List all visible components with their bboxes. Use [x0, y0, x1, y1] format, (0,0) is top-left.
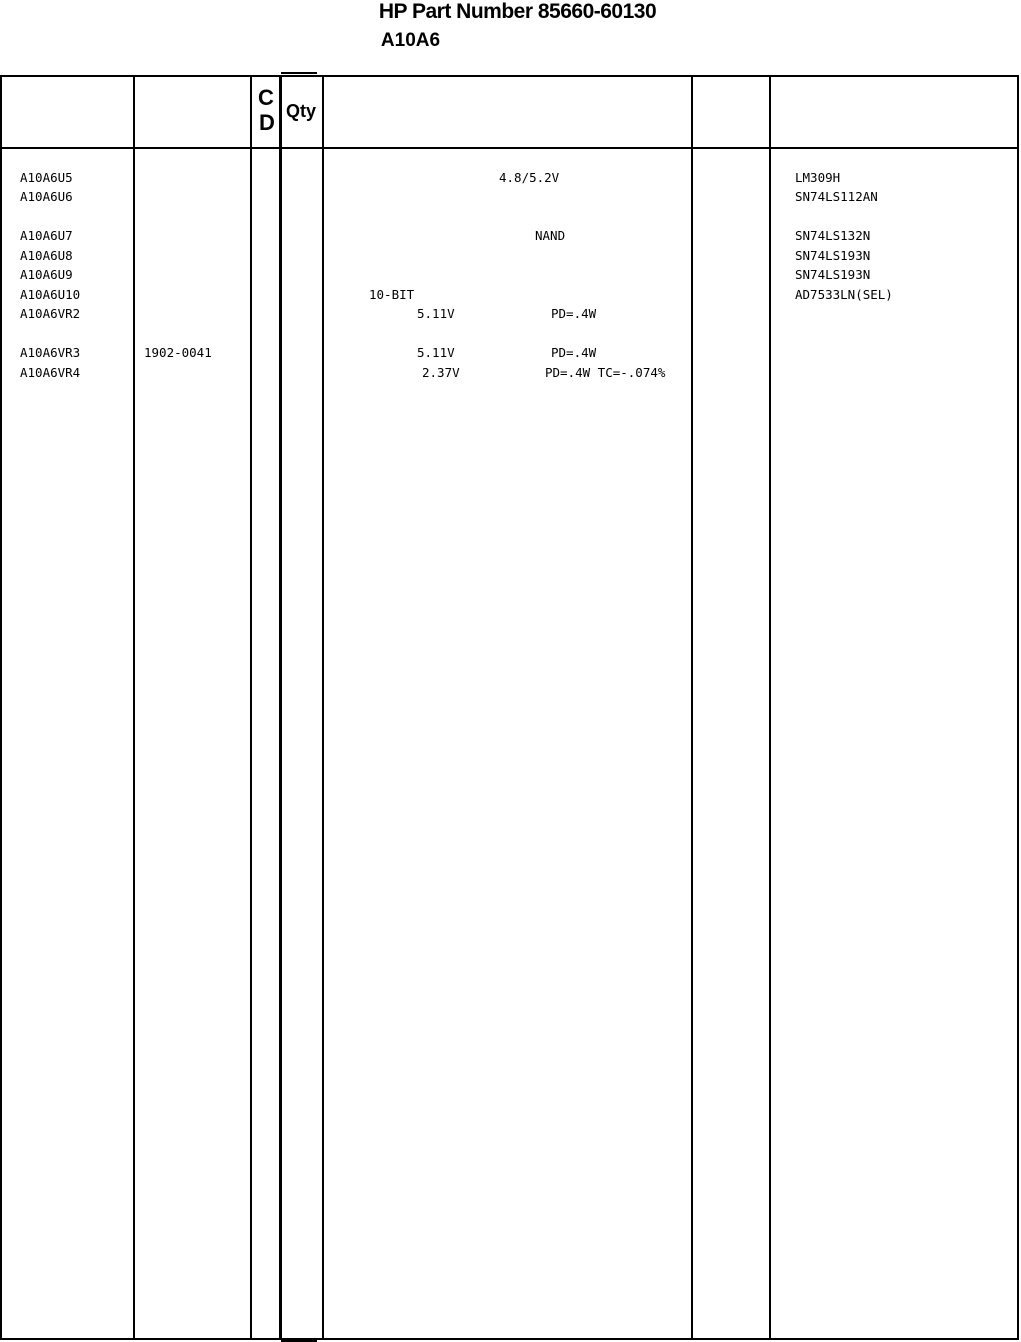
page-title: [0, 0, 1021, 24]
header-separator: [0, 147, 1019, 149]
description: NAND: [535, 228, 566, 243]
ref-designator: A10A6U5: [20, 170, 73, 185]
hp-part-number: 1902-0041: [144, 345, 212, 360]
table-bottom-border: [0, 1338, 1019, 1340]
mfr-part-number: LM309H: [795, 170, 841, 185]
description: 4.8/5.2V: [499, 170, 560, 185]
description-detail: PD=.4W: [551, 306, 597, 321]
col-sep-5: [691, 75, 693, 1340]
description-detail: PD=.4W: [551, 345, 597, 360]
assembly-subtitle: A10A6: [380, 30, 441, 51]
description: 5.11V: [417, 345, 455, 360]
cd-header-d: D: [259, 110, 275, 135]
table-top-border: [0, 75, 1019, 77]
ref-designator: A10A6VR2: [20, 306, 81, 321]
page-title-text: HP Part Number 85660-60130: [378, 0, 657, 23]
mfr-part-number: SN74LS193N: [795, 267, 871, 282]
col-sep-6: [769, 75, 771, 1340]
ref-designator: A10A6U7: [20, 228, 73, 243]
qty-header: Qty: [286, 101, 317, 121]
parts-table: [0, 75, 1019, 1340]
ref-designator: A10A6VR3: [20, 345, 81, 360]
ref-designator: A10A6U6: [20, 189, 73, 204]
col-sep-1: [133, 75, 135, 1340]
mfr-part-number: AD7533LN(SEL): [795, 287, 893, 302]
mfr-part-number: SN74LS193N: [795, 248, 871, 263]
table-right-border: [1017, 75, 1019, 1340]
col-sep-4: [322, 75, 324, 1340]
ref-designator: A10A6U8: [20, 248, 73, 263]
col-sep-3: [279, 75, 282, 1340]
mfr-part-number: SN74LS132N: [795, 228, 871, 243]
col-sep-2: [250, 75, 252, 1340]
ref-designator: A10A6U10: [20, 287, 81, 302]
description: 5.11V: [417, 306, 455, 321]
table-left-border: [0, 75, 2, 1340]
description-detail: PD=.4W TC=-.074%: [545, 365, 666, 380]
description: 10-BIT: [369, 287, 415, 302]
cd-header-c: C: [258, 85, 274, 110]
description: 2.37V: [422, 365, 460, 380]
mfr-part-number: SN74LS112AN: [795, 189, 878, 204]
ref-designator: A10A6VR4: [20, 365, 81, 380]
ref-designator: A10A6U9: [20, 267, 73, 282]
qty-top-tick: [281, 72, 317, 74]
